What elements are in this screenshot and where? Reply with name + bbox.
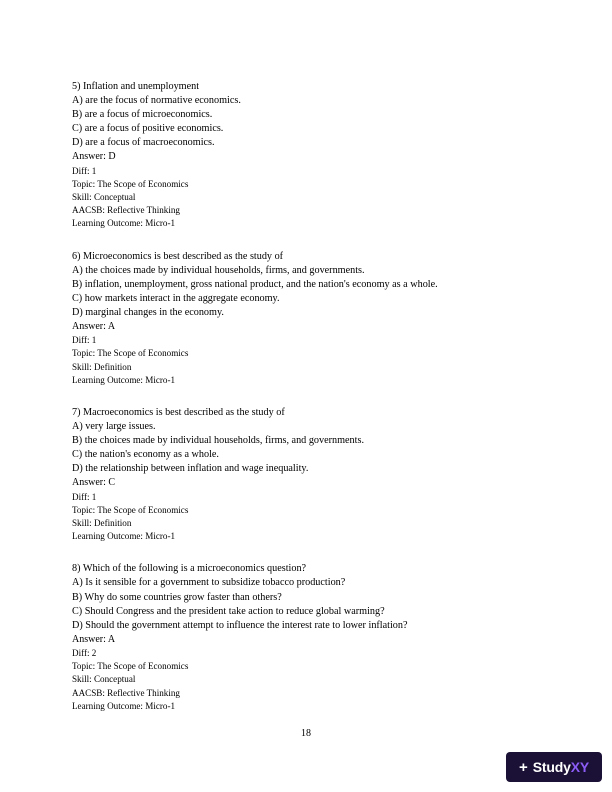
question-meta: AACSB: Reflective Thinking bbox=[72, 205, 180, 216]
answer-choice: D) Should the government attempt to influence the interest rate to lower inflation? bbox=[72, 619, 408, 631]
question-meta: Skill: Conceptual bbox=[72, 191, 136, 202]
question-list bbox=[72, 80, 542, 732]
question-meta: Skill: Definition bbox=[72, 361, 132, 372]
answer-choice: B) inflation, unemployment, gross national product, and the nation's economy as a whole. bbox=[72, 278, 438, 290]
answer-choice: D) marginal changes in the economy. bbox=[72, 306, 224, 318]
question-meta: Learning Outcome: Micro-1 bbox=[72, 700, 176, 711]
question-meta: AACSB: Reflective Thinking bbox=[72, 687, 180, 698]
question-meta: Diff: 1 bbox=[72, 165, 97, 176]
question-meta: Skill: Conceptual bbox=[72, 674, 136, 685]
watermark-name-accent: XY bbox=[570, 759, 589, 775]
answer-choice: D) are a focus of macroeconomics. bbox=[72, 137, 215, 149]
question-meta: Topic: The Scope of Economics bbox=[72, 661, 189, 672]
question-meta: Learning Outcome: Micro-1 bbox=[72, 374, 176, 385]
question-meta: Topic: The Scope of Economics bbox=[72, 348, 189, 359]
question-meta: Learning Outcome: Micro-1 bbox=[72, 531, 176, 542]
question-block bbox=[72, 406, 542, 543]
studyxy-watermark bbox=[506, 752, 602, 782]
answer-choice: A) are the focus of normative economics. bbox=[72, 95, 241, 107]
question-stem: 8) Which of the following is a microeconomics question? bbox=[72, 563, 307, 575]
answer-choice: A) Is it sensible for a government to subsidize tobacco production? bbox=[72, 577, 346, 589]
plus-icon: + bbox=[519, 758, 528, 776]
answer-key: Answer: A bbox=[72, 321, 116, 333]
question-stem: 7) Macroeconomics is best described as the study of bbox=[72, 406, 285, 418]
question-meta: Learning Outcome: Micro-1 bbox=[72, 218, 176, 229]
answer-key: Answer: A bbox=[72, 633, 116, 645]
answer-choice: B) Why do some countries grow faster than others? bbox=[72, 591, 282, 603]
answer-choice: C) how markets interact in the aggregate economy. bbox=[72, 292, 280, 304]
answer-choice: C) the nation's economy as a whole. bbox=[72, 449, 219, 461]
answer-key: Answer: D bbox=[72, 151, 116, 163]
question-meta: Topic: The Scope of Economics bbox=[72, 178, 189, 189]
question-block bbox=[72, 80, 542, 231]
question-meta: Diff: 2 bbox=[72, 647, 97, 658]
question-stem: 6) Microeconomics is best described as the study of bbox=[72, 250, 284, 262]
answer-choice: B) the choices made by individual households, firms, and governments. bbox=[72, 435, 364, 447]
question-meta: Diff: 1 bbox=[72, 491, 97, 502]
answer-key: Answer: C bbox=[72, 477, 116, 489]
answer-choice: A) very large issues. bbox=[72, 421, 156, 433]
question-block bbox=[72, 562, 542, 713]
question-stem: 5) Inflation and unemployment bbox=[72, 81, 200, 92]
answer-choice: B) are a focus of microeconomics. bbox=[72, 109, 213, 121]
question-meta: Skill: Definition bbox=[72, 517, 132, 528]
question-block bbox=[72, 250, 542, 387]
answer-choice: A) the choices made by individual households, firms, and governments. bbox=[72, 264, 365, 276]
answer-choice: C) are a focus of positive economics. bbox=[72, 123, 224, 135]
answer-choice: D) the relationship between inflation and wage inequality. bbox=[72, 463, 309, 475]
question-meta: Topic: The Scope of Economics bbox=[72, 504, 189, 515]
watermark-name-main: Study bbox=[532, 759, 571, 775]
page-number: 18 bbox=[301, 728, 311, 739]
watermark-label bbox=[533, 759, 589, 775]
answer-choice: C) Should Congress and the president take action to reduce global warming? bbox=[72, 605, 385, 617]
question-meta: Diff: 1 bbox=[72, 335, 97, 346]
